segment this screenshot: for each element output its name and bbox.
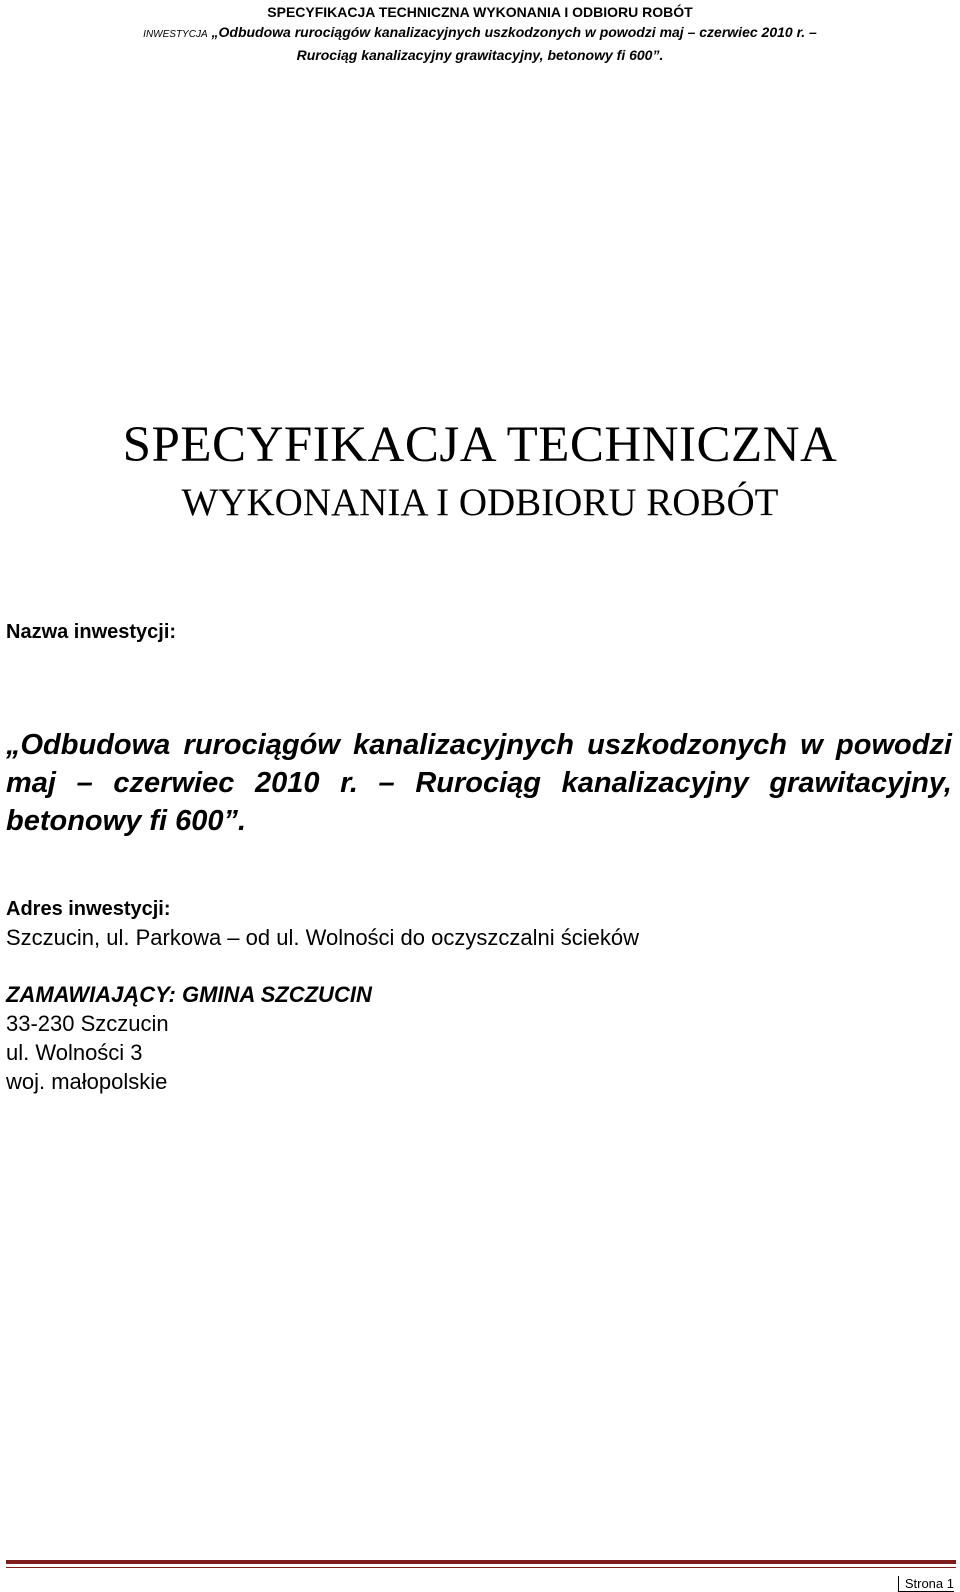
running-header-project xyxy=(0,22,960,65)
client-postal-line: 33-230 Szczucin xyxy=(6,1011,169,1036)
running-header-project-line1: „Odbudowa rurociągów kanalizacyjnych uszkodzonych w powodzi maj – czerwiec 2010 r. – xyxy=(211,24,817,40)
page-number: Strona 1 xyxy=(898,1576,954,1592)
document-title: SPECYFIKACJA TECHNICZNA xyxy=(122,417,838,473)
footer-rule-thin xyxy=(6,1567,956,1568)
document-subtitle: WYKONANIA I ODBIORU ROBÓT xyxy=(181,481,779,524)
investment-address: Szczucin, ul. Parkowa – od ul. Wolności do oczyszczalni ścieków xyxy=(6,925,639,950)
client-region-line: woj. małopolskie xyxy=(6,1069,168,1094)
client-title: ZAMAWIAJĄCY: GMINA SZCZUCIN xyxy=(6,982,372,1007)
investment-name-label: Nazwa inwestycji: xyxy=(6,621,177,643)
client-block xyxy=(6,980,372,1096)
client-street-line: ul. Wolności 3 xyxy=(6,1040,143,1065)
footer-rule-thick xyxy=(6,1560,956,1564)
running-header-title: SPECYFIKACJA TECHNICZNA WYKONANIA I ODBIORU ROBÓT xyxy=(267,4,693,20)
investment-name: „Odbudowa rurociągów kanalizacyjnych uszkodzonych w powodzi maj – czerwiec 2010 r. – Rurociąg kanalizacyjny grawitacyjny, betonowy fi 600”. xyxy=(6,729,952,837)
investment-address-label: Adres inwestycji: xyxy=(6,898,171,920)
running-header-project-line2: Rurociąg kanalizacyjny grawitacyjny, betonowy fi 600”. xyxy=(296,47,664,63)
running-header-label: INWESTYCJA xyxy=(143,29,208,40)
